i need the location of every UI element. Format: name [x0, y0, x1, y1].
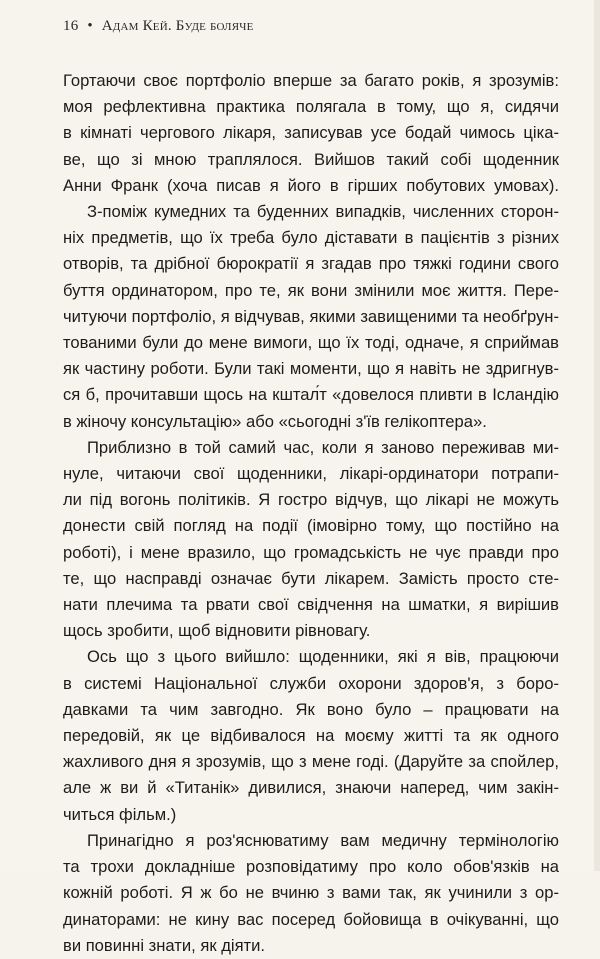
text-line: динаторами: не кину вас посеред бойовища в очікуванні, що	[63, 909, 559, 929]
text-line: та трохи докладніше розповідатиму про коло обов'язків на	[63, 857, 559, 877]
text-line: нуле, читаючи свої щоденники, лікарі-ординатори потрапи-	[63, 464, 559, 484]
header-bullet: •	[87, 18, 93, 34]
text-line: Гортаючи своє портфоліо вперше за багато років, я зрозумів:	[63, 71, 559, 90]
text-line: передовій, як це відбивалося на моєму житті та як одного	[63, 726, 559, 746]
text-line: щось зробити, щоб відновити рівновагу.	[63, 621, 371, 641]
text-line: отворів, та дрібної бюрократії я згадав про тяжкі години свого	[63, 254, 559, 274]
text-line: ви повинні знати, як діяти.	[63, 935, 266, 955]
text-line: донести свій погляд на події (імовірно тому, що постійно на	[63, 516, 559, 536]
text-line: З-поміж кумедних та буденних випадків, численних сторон-	[87, 202, 559, 222]
text-line: ся б, прочитавши щось на кштал́т «довелося пливти в Ісландію	[63, 385, 559, 405]
body-text	[63, 68, 559, 959]
text-line: як частину роботи. Були такі моменти, що я навіть не здригнув-	[63, 359, 559, 379]
header-book-title: Буде боляче	[175, 18, 254, 34]
text-line: Принагідно я роз'яснюватиму вам медичну термінологію	[87, 830, 559, 850]
text-line: кожній роботі. Я ж бо не вчиню з вами так, як учинили з ор-	[63, 883, 559, 903]
text-line: Анни Франк (хоча писав я його в гірших побутових умовах).	[63, 175, 559, 195]
text-line: тованими були до мене вимоги, що їх тоді, одначе, я сприймав	[63, 333, 559, 353]
text-line: роботі), і мене вразило, що громадськість не чує правди про	[63, 542, 559, 562]
paragraph-1	[63, 68, 559, 199]
text-line: читуючи портфоліо, я відчував, якими завищеними та необґрун-	[63, 306, 559, 326]
paragraph-2	[63, 199, 559, 435]
header-author: Адам Кей.	[101, 18, 172, 34]
page-edge	[594, 0, 600, 871]
text-line: в кімнаті чергового лікаря, записував усе бодай чимось ціка-	[63, 123, 559, 143]
text-line: в жіночу консультацію» або «сьогодні з'їв гелікоптера».	[63, 411, 487, 431]
text-line: ли під вогонь політиків. Я гостро відчув, що лікарі не можуть	[63, 490, 559, 510]
text-line: в системі Національної служби охорони здоров'я, з боро-	[63, 673, 559, 693]
text-line: моя рефлективна практика полягала в тому, що я, сидячи	[63, 97, 559, 117]
running-header	[63, 18, 254, 35]
text-line: те, що насправді означає бути лікарем. Замість просто сте-	[63, 568, 559, 588]
text-line: давками та чим завгодно. Як воно було – працювати на	[63, 699, 559, 719]
text-line: ве, що зі мною траплялося. Вийшов такий собі щоденник	[63, 149, 559, 169]
paragraph-5	[63, 828, 559, 959]
paragraph-3	[63, 435, 559, 645]
text-line: Приблизно в той самий час, коли я заново переживав ми-	[87, 437, 559, 457]
text-line: буття ординатором, про те, як вони змінили моє життя. Пере-	[63, 280, 559, 300]
page-number: 16	[63, 18, 79, 34]
text-line: але ж ви й «Титанік» дивилися, знаючи наперед, чим закін-	[63, 778, 559, 798]
text-line: Ось що з цього вийшло: щоденники, які я вів, працюючи	[87, 647, 559, 667]
paragraph-4	[63, 644, 559, 827]
text-line: нати плечима та рвати свої свідчення на шматки, я вирішив	[63, 595, 559, 615]
text-line: жахливого дня я зрозумів, що з мене годі. (Даруйте за спойлер,	[63, 752, 559, 772]
text-line: ніх предметів, що їх треба було діставати в пацієнтів з різних	[63, 228, 559, 248]
text-line: читься фільм.)	[63, 804, 177, 824]
